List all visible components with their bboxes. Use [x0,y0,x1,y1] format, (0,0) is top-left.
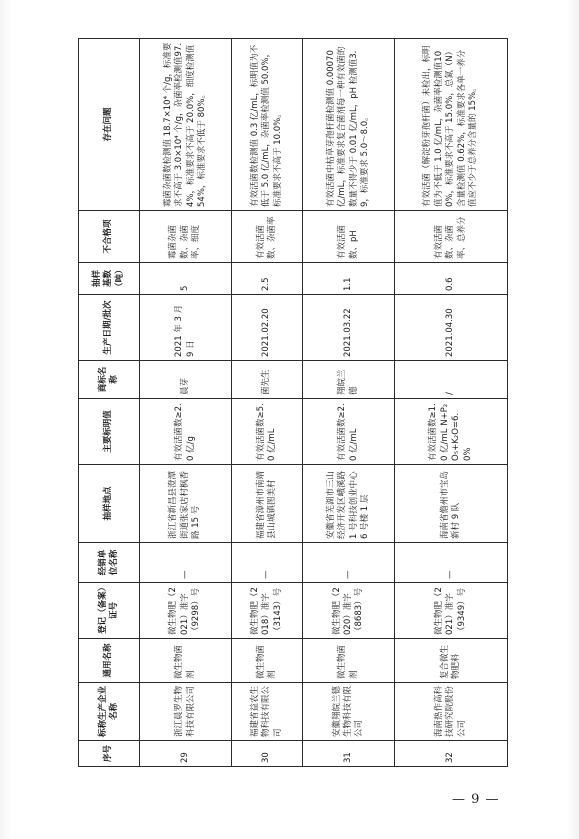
cell-base: 0.6 [395,263,508,295]
header-value: 主要标明值 [79,399,140,465]
header-reg: 登记（备案）证号 [79,583,140,639]
rotated-table-container [78,39,508,767]
cell-problem: 有效活菌中枯草芽孢杆菌检测值 0.00070 亿/mL，标准要求复合菌剂每一种有效菌的数量不得少于 0.01 亿/mL，pH 检测值3.9，标准要求 5.0～8.0。 [303,39,395,211]
cell-fail: 有效活菌数、pH [303,211,395,263]
cell-location: 海南省儋州市宝岛新村 9 队 [395,465,508,543]
cell-dealer: — [303,543,395,583]
cell-value: 有效活菌数≥5.0 亿/mL [232,399,303,465]
cell-location: 浙江省新昌县澄潭街道张家店村枫香路 15 号 [140,465,232,543]
cell-company: 福建省益农生物科技有限公司 [232,683,303,741]
sampling-results-table [78,38,508,767]
header-company: 标称生产企业名称 [79,683,140,741]
cell-brand: / [395,361,508,399]
cell-company: 安徽翔皖兰德生物科技有限公司 [303,683,395,741]
cell-no: 30 [232,741,303,767]
cell-date: 2021.03.22 [303,295,395,361]
header-base: 抽样基数（吨） [79,263,140,295]
table-row [395,39,508,767]
cell-value: 有效活菌数≥2.0 亿/g [140,399,232,465]
cell-no: 31 [303,741,395,767]
header-name: 通用名称 [79,639,140,683]
cell-brand: 晨芽 [140,361,232,399]
header-no: 序号 [79,741,140,767]
cell-date: 2021.02.20 [232,295,303,361]
cell-name: 复合微生物肥料 [395,639,508,683]
header-location: 抽样地点 [79,465,140,543]
table-row [303,39,395,767]
cell-location: 福建省漳州市南靖县山城镇图美村 [232,465,303,543]
cell-problem: 有效活菌（解淀粉芽孢杆菌）未检出，标明值为不低于 1.0 亿/mL，杂菌率检测值100%，标准要求不高于 15.0%，总氮（N）含量检测值 0.62%，标准要求各单一养分值应不少于总养分含量的 15%。 [395,39,508,211]
table-row [232,39,303,767]
cell-reg: 微生物肥（2018）准字（3143）号 [232,583,303,639]
cell-dealer: — [232,543,303,583]
cell-date: 2021 年 3 月 9 日 [140,295,232,361]
cell-name: 微生物菌剂 [303,639,395,683]
cell-date: 2021.04.30 [395,295,508,361]
cell-no: 29 [140,741,232,767]
cell-base: 5 [140,263,232,295]
header-problem: 存在问题 [79,39,140,211]
cell-reg: 微生物肥（2021）准字（9349）号 [395,583,508,639]
cell-value: 有效活菌数≥2.0 亿/mL [303,399,395,465]
cell-location: 安徽省芜湖市三山经济开发区峨溪路 1 号科技创业中心 6 号楼 1 层 [303,465,395,543]
cell-company: 浙江晨罗生物科技有限公司 [140,683,232,741]
header-fail: 不合格项 [79,211,140,263]
header-brand: 商标名称 [79,361,140,399]
header-dealer: 经销单位名称 [79,543,140,583]
cell-company: 海南热作高科技研究院股份公司 [395,683,508,741]
cell-value: 有效活菌数≥1.0 亿/mL N+P₂O₅+K₂O=6.0% [395,399,508,465]
cell-brand: 菌先生 [232,361,303,399]
table-row [140,39,232,767]
cell-fail: 有效活菌数、杂菌率、总养分 [395,211,508,263]
cell-brand: 翔皖兰德 [303,361,395,399]
cell-name: 微生物菌剂 [140,639,232,683]
cell-name: 微生物菌剂 [232,639,303,683]
cell-base: 2.5 [232,263,303,295]
cell-fail: 有效活菌数、杂菌率 [232,211,303,263]
table-header-row [79,39,140,767]
cell-problem: 霉菌杂菌数检测值 18.7×10⁴ 个/g，标准要求不高于 3.0×10⁴ 个/g，杂菌率检测值97.4%，标准要求不高于 20.0%，细度检测值 54%，标准要求不低于 80%。 [140,39,232,211]
cell-reg: 微生物肥（2021）准字（9298）号 [140,583,232,639]
cell-dealer: — [395,543,508,583]
cell-dealer: — [140,543,232,583]
header-date: 生产日期/批次 [79,295,140,361]
cell-reg: 微生物肥（2020）准字（8683）号 [303,583,395,639]
cell-fail: 霉菌杂菌数、杂菌率、细度 [140,211,232,263]
page-number: — 9 — [452,792,500,807]
cell-base: 1.1 [303,263,395,295]
cell-no: 32 [395,741,508,767]
cell-problem: 有效活菌数检测值 0.3 亿/mL，标明值为不低于 5.0 亿/mL，杂菌率检测值 50.0%，标准要求不高于 10.0%。 [232,39,303,211]
